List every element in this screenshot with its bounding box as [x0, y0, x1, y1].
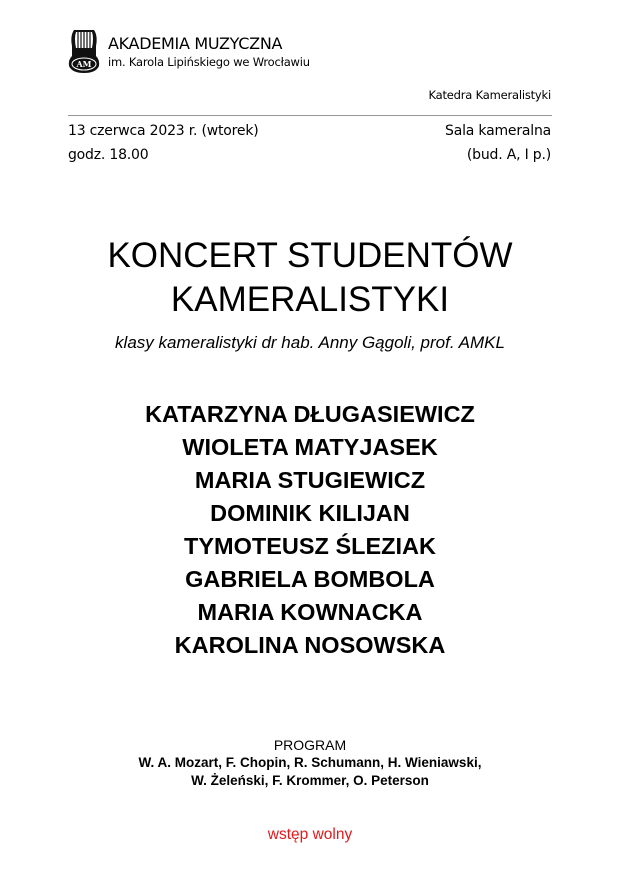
org-name: AKADEMIA MUZYCZNA — [108, 34, 283, 53]
performer: TYMOTEUSZ ŚLEZIAK — [184, 533, 436, 559]
performer: MARIA KOWNACKA — [197, 599, 423, 625]
event-date: 13 czerwca 2023 r. (wtorek) — [68, 123, 259, 139]
academy-lyre-logo — [66, 26, 102, 74]
program-composers — [0, 754, 620, 790]
event-venue-detail: (bud. A, I p.) — [466, 147, 551, 163]
title-line-1: KONCERT STUDENTÓW — [107, 236, 513, 275]
performer: DOMINIK KILIJAN — [210, 500, 410, 526]
program-line-2: W. Żeleński, F. Krommer, O. Peterson — [191, 773, 429, 788]
org-subtitle: im. Karola Lipińskiego we Wrocławiu — [108, 55, 310, 69]
performer: GABRIELA BOMBOLA — [185, 566, 435, 592]
concert-title — [0, 234, 620, 322]
performer: KATARZYNA DŁUGASIEWICZ — [145, 401, 475, 427]
title-line-2: KAMERALISTYKI — [170, 280, 450, 319]
performer-list — [0, 398, 620, 662]
event-time: godz. 18.00 — [68, 147, 149, 163]
concert-subtitle: klasy kameralistyki dr hab. Anny Gągoli, prof. AMKL — [115, 333, 505, 352]
department: Katedra Kameralistyki — [428, 88, 551, 102]
program-heading: PROGRAM — [273, 737, 347, 753]
event-venue: Sala kameralna — [445, 123, 551, 139]
svg-text:AM: AM — [76, 59, 92, 69]
performer: MARIA STUGIEWICZ — [194, 467, 426, 493]
admission-note: wstęp wolny — [267, 826, 353, 843]
header-divider — [68, 115, 552, 116]
program-line-1: W. A. Mozart, F. Chopin, R. Schumann, H. Wieniawski, — [138, 755, 482, 770]
performer: KAROLINA NOSOWSKA — [174, 632, 446, 658]
performer: WIOLETA MATYJASEK — [182, 434, 438, 460]
